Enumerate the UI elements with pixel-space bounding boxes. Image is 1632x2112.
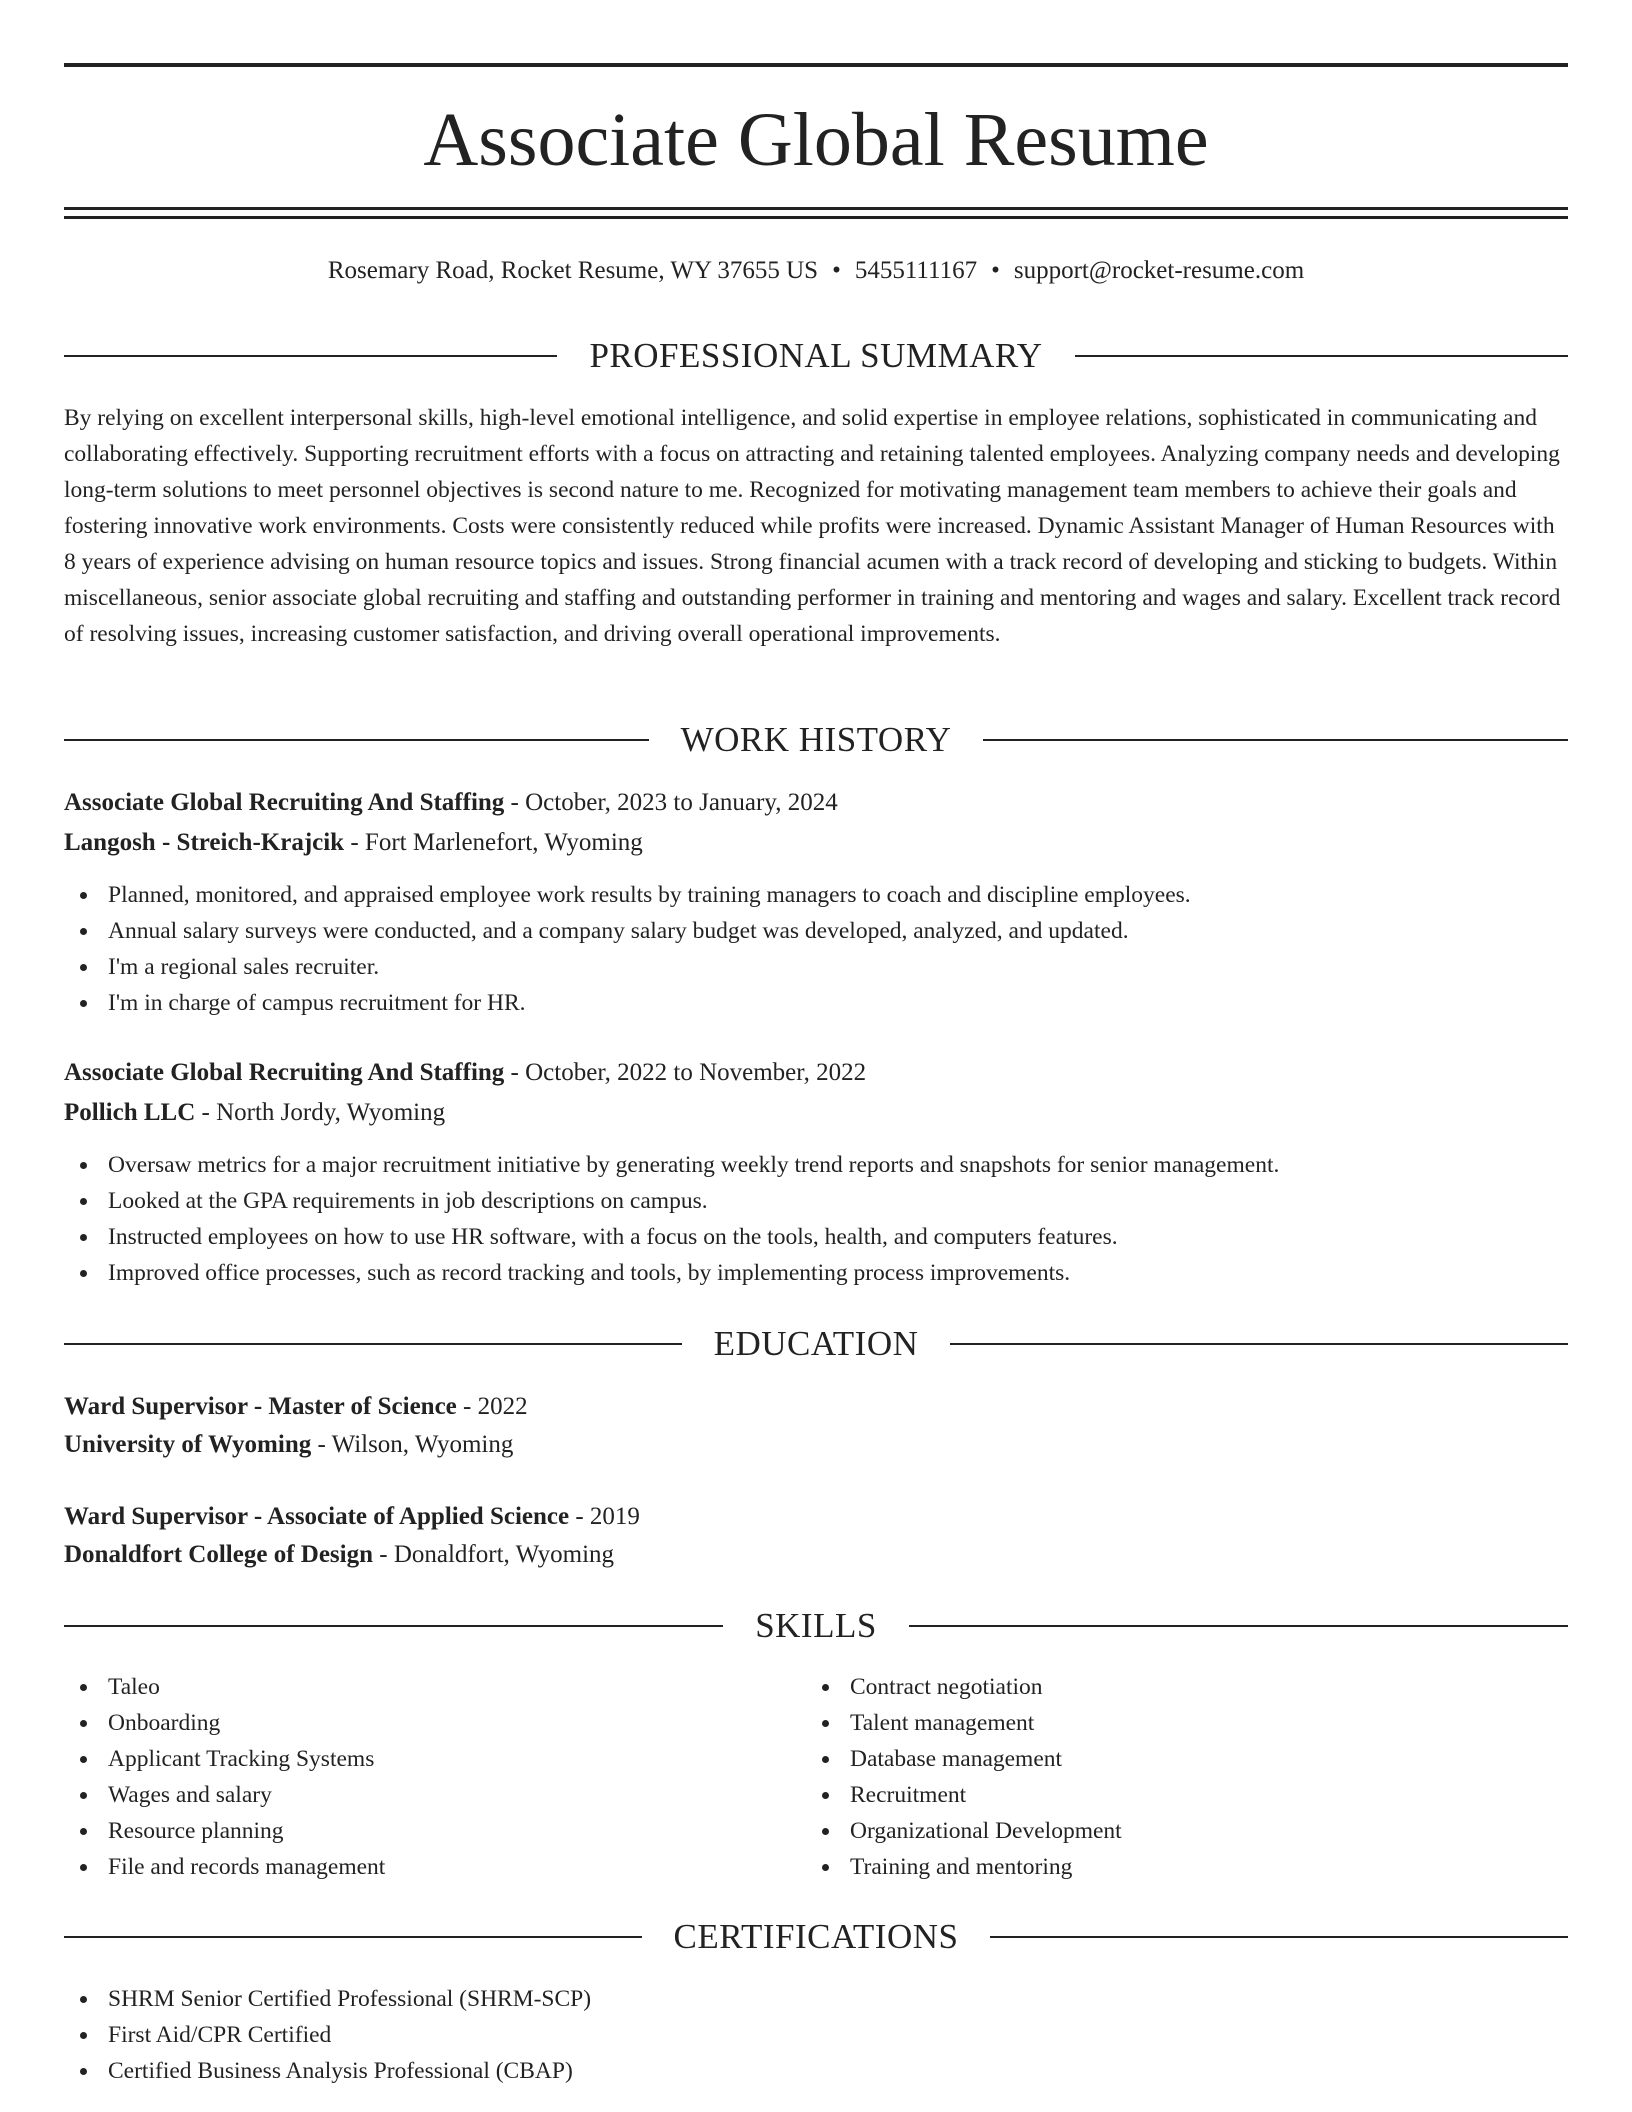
skill-item: Talent management bbox=[806, 1705, 1566, 1741]
education-location: - Wilson, Wyoming bbox=[311, 1431, 514, 1458]
job-company: Langosh - Streich-Krajcik bbox=[64, 829, 345, 856]
education-location: - Donaldfort, Wyoming bbox=[373, 1541, 615, 1568]
header-rule-top bbox=[64, 63, 1568, 67]
section-heading-summary bbox=[64, 334, 1568, 378]
divider bbox=[64, 1936, 642, 1938]
education-degree-line bbox=[64, 1389, 1568, 1425]
job-company-line bbox=[64, 1095, 1568, 1131]
skill-item: Taleo bbox=[64, 1669, 804, 1705]
contact-separator: • bbox=[832, 257, 841, 284]
certification-item: SHRM Senior Certified Professional (SHRM-SCP) bbox=[64, 1981, 1568, 2017]
divider bbox=[1075, 355, 1568, 357]
skill-item: File and records management bbox=[64, 1849, 804, 1885]
section-heading-certifications bbox=[64, 1915, 1568, 1959]
job-dates: - October, 2022 to November, 2022 bbox=[504, 1059, 867, 1086]
contact-address: Rosemary Road, Rocket Resume, WY 37655 US bbox=[327, 257, 819, 284]
education-degree: Ward Supervisor - Associate of Applied Science bbox=[64, 1503, 570, 1530]
divider bbox=[64, 355, 557, 357]
section-heading-work bbox=[64, 718, 1568, 762]
list-item: I'm in charge of campus recruitment for HR. bbox=[64, 985, 1568, 1021]
education-school-line bbox=[64, 1537, 1568, 1573]
divider bbox=[909, 1625, 1568, 1627]
section-title: PROFESSIONAL SUMMARY bbox=[589, 336, 1043, 375]
education-school: University of Wyoming bbox=[64, 1431, 312, 1458]
skill-item: Recruitment bbox=[806, 1777, 1566, 1813]
certification-item: First Aid/CPR Certified bbox=[64, 2017, 1568, 2053]
list-item: Looked at the GPA requirements in job descriptions on campus. bbox=[64, 1183, 1568, 1219]
header-rule-bottom bbox=[64, 207, 1568, 210]
divider bbox=[64, 739, 649, 741]
job-location: - Fort Marlenefort, Wyoming bbox=[344, 829, 643, 856]
job-bullets bbox=[64, 1147, 1568, 1291]
skills-list-left bbox=[64, 1669, 804, 1885]
list-item: Instructed employees on how to use HR software, with a focus on the tools, health, and computers features. bbox=[64, 1219, 1568, 1255]
certification-item: Certified Business Analysis Professional (CBAP) bbox=[64, 2053, 1568, 2089]
contact-email: support@rocket-resume.com bbox=[1013, 257, 1305, 284]
skill-item: Organizational Development bbox=[806, 1813, 1566, 1849]
divider bbox=[983, 739, 1568, 741]
section-heading-education bbox=[64, 1322, 1568, 1366]
divider bbox=[950, 1343, 1568, 1345]
section-title: EDUCATION bbox=[713, 1324, 919, 1363]
list-item: Improved office processes, such as record tracking and tools, by implementing process improvements. bbox=[64, 1255, 1568, 1291]
certifications-list bbox=[64, 1981, 1568, 2089]
education-school-line bbox=[64, 1427, 1568, 1463]
header-rule-bottom-second bbox=[64, 216, 1568, 219]
job-title: Associate Global Recruiting And Staffing bbox=[64, 1059, 505, 1086]
skill-item: Contract negotiation bbox=[806, 1669, 1566, 1705]
skill-item: Database management bbox=[806, 1741, 1566, 1777]
skill-item: Applicant Tracking Systems bbox=[64, 1741, 804, 1777]
contact-phone: 5455111167 bbox=[854, 257, 978, 284]
job-company-line bbox=[64, 825, 1568, 861]
skill-item: Onboarding bbox=[64, 1705, 804, 1741]
education-year: - 2019 bbox=[569, 1503, 640, 1530]
skill-item: Resource planning bbox=[64, 1813, 804, 1849]
job-title: Associate Global Recruiting And Staffing bbox=[64, 789, 505, 816]
list-item: I'm a regional sales recruiter. bbox=[64, 949, 1568, 985]
skill-item: Wages and salary bbox=[64, 1777, 804, 1813]
job-company: Pollich LLC bbox=[64, 1099, 196, 1126]
skill-item: Training and mentoring bbox=[806, 1849, 1566, 1885]
section-heading-skills bbox=[64, 1604, 1568, 1648]
contact-separator: • bbox=[991, 257, 1000, 284]
list-item: Oversaw metrics for a major recruitment initiative by generating weekly trend reports and snapshots for senior management. bbox=[64, 1147, 1568, 1183]
section-title: SKILLS bbox=[755, 1606, 877, 1645]
resume-title: Associate Global Resume bbox=[423, 98, 1209, 182]
divider bbox=[64, 1625, 723, 1627]
divider bbox=[990, 1936, 1568, 1938]
section-title: CERTIFICATIONS bbox=[673, 1917, 959, 1956]
divider bbox=[64, 1343, 682, 1345]
list-item: Planned, monitored, and appraised employee work results by training managers to coach and discipline employees. bbox=[64, 877, 1568, 913]
education-year: - 2022 bbox=[456, 1393, 528, 1420]
list-item: Annual salary surveys were conducted, and a company salary budget was developed, analyzed, and updated. bbox=[64, 913, 1568, 949]
skills-list-right bbox=[806, 1669, 1566, 1885]
education-school: Donaldfort College of Design bbox=[64, 1541, 373, 1568]
contact-line bbox=[64, 254, 1568, 288]
job-location: - North Jordy, Wyoming bbox=[195, 1099, 446, 1126]
job-title-line bbox=[64, 1055, 1568, 1091]
job-title-line bbox=[64, 785, 1568, 821]
section-title: WORK HISTORY bbox=[680, 720, 952, 759]
education-degree: Ward Supervisor - Master of Science bbox=[64, 1393, 457, 1420]
education-degree-line bbox=[64, 1499, 1568, 1535]
summary-text: By relying on excellent interpersonal skills, high-level emotional intelligence, and solid expertise in employee relations, sophisticated in communicating and collaborating effectively. Supporting recruitment efforts with a focus on attracting and retaining talented employees. Analyzing company needs and developing long-term solutions to meet personnel objectives is second nature to me. Recognized for motivating management team members to achieve their goals and fostering innovative work environments. Costs were consistently reduced while profits were increased. Dynamic Assistant Manager of Human Resources with 8 years of experience advising on human resource topics and issues. Strong financial acumen with a track record of developing and sticking to budgets. Within miscellaneous, senior associate global recruiting and staffing and outstanding performer in training and mentoring and wages and salary. Excellent track record of resolving issues, increasing customer satisfaction, and driving overall operational improvements. bbox=[64, 405, 1561, 647]
job-bullets bbox=[64, 877, 1568, 1021]
job-dates: - October, 2023 to January, 2024 bbox=[504, 789, 838, 816]
